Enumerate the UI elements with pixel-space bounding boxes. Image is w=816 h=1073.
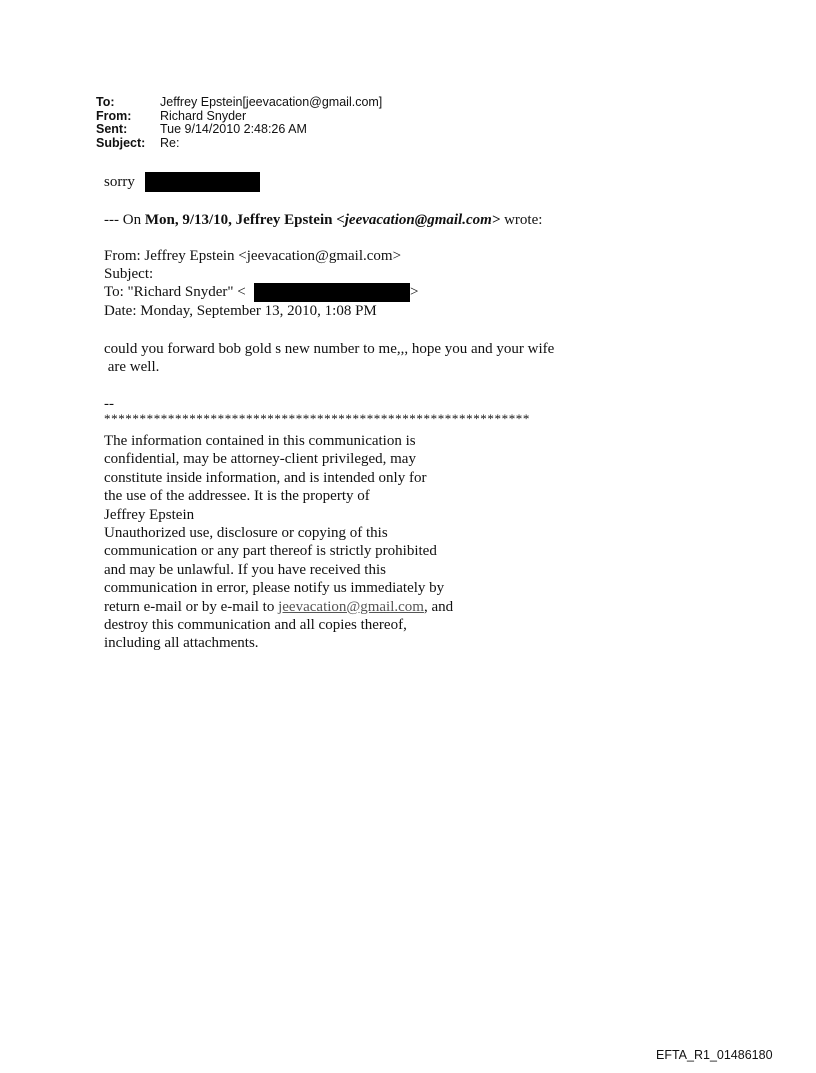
header-from-row [96,110,382,124]
disclaimer-line: communication or any part thereof is strictly prohibited [104,543,437,560]
document-id: EFTA_R1_01486180 [656,1048,773,1062]
quoted-to-prefix: To: "Richard Snyder" < [104,284,246,300]
quoted-date-line: Date: Monday, September 13, 2010, 1:08 PM [104,303,377,319]
header-subject-row [96,137,382,151]
header-to-row [96,96,382,110]
quoted-to-line [104,284,246,301]
disclaimer-line: The information contained in this communication is [104,433,416,449]
quote-intro-date-name: Mon, 9/13/10, Jeffrey Epstein [144,212,337,228]
redaction-block [254,283,410,302]
disclaimer-line: confidential, may be attorney-client privileged, may [104,451,416,468]
disclaimer-line: Jeffrey Epstein [104,506,195,523]
return-prefix: return e-mail or by e-mail to [104,598,279,615]
disclaimer-return-line [104,598,453,616]
redaction-block [145,172,260,192]
quoted-subject-line: Subject: [104,266,154,282]
disclaimer-line: constitute inside information, and is intended only for [104,469,427,486]
sent-value: Tue 9/14/2010 2:48:26 AM [160,122,307,136]
email-link[interactable]: jeevacation@gmail.com [278,598,424,615]
disclaimer-line: including all attachments. [104,635,259,652]
reply-text: sorry [104,174,135,190]
quote-intro-email: <jeevacation@gmail.com> [336,212,501,228]
confidentiality-disclaimer [104,432,453,653]
from-label: From: [96,108,132,123]
quote-intro-prefix: --- On [104,212,145,228]
disclaimer-line: destroy this communication and all copies thereof, [104,617,407,634]
sent-label: Sent: [96,122,128,136]
disclaimer-line: the use of the addressee. It is the property of [104,488,370,505]
header-sent-row [96,123,382,137]
message-line-2: are well. [104,359,160,375]
signature-dash: -- [104,396,114,412]
signature-stars: ************************************************************ [104,411,530,426]
quote-intro-suffix: wrote: [500,212,543,228]
subject-label: Subject: [96,135,146,150]
quoted-to-suffix: > [410,284,419,300]
disclaimer-line: communication in error, please notify us immediately by [104,580,445,597]
to-label: To: [96,95,115,109]
quote-intro [104,212,542,229]
subject-value: Re: [160,135,180,150]
disclaimer-line: Unauthorized use, disclosure or copying of this [104,525,388,542]
return-suffix: , and [423,598,454,615]
disclaimer-line: and may be unlawful. If you have received this [104,561,386,578]
to-value: Jeffrey Epstein[jeevacation@gmail.com] [160,95,383,109]
from-value: Richard Snyder [160,108,247,123]
email-header [96,96,382,150]
quoted-from-line: From: Jeffrey Epstein <jeevacation@gmail.com> [104,248,402,264]
message-line-1: could you forward bob gold s new number to me,,, hope you and your wife [104,341,555,357]
